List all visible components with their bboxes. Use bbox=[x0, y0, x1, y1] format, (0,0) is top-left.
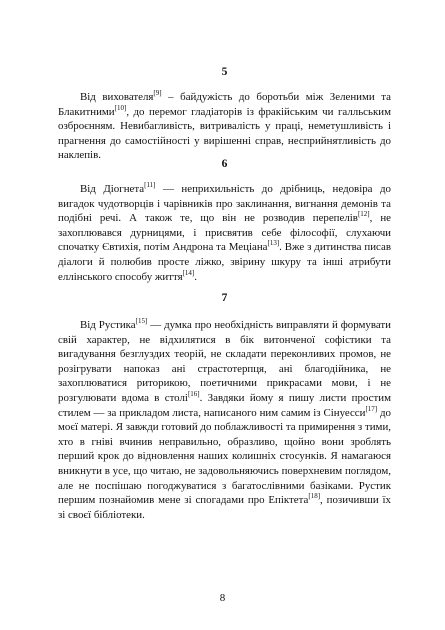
paragraph-text: — неприхильність до дрібниць, недовіра до вигадок чудотворців і чарівників про заклинання, вигнання демонів та подібні речі. А також те, що він не розводив перепелів bbox=[58, 183, 392, 225]
section-paragraph bbox=[58, 90, 391, 163]
paragraph-text: до моєї матері. Я завжди готовий до поблажливості та примирення з тими, хто в гніві вчинив неправильно, образливо, щойно вони зроблять перший крок до відновлення наших колишніх стосунків. Я намагаюся вникнути в усе, що читаю, не задовольняючись поверхневим поглядом, але не поспішаю погоджуватися з багатослівними базіками. Рустик першим познайомив мене зі спогадами про Епіктета bbox=[58, 406, 391, 507]
paragraph-text: – байдужість до боротьби між Зеленими та Блакитними bbox=[58, 91, 391, 118]
section-paragraph bbox=[58, 182, 391, 284]
paragraph-text: — думка про необхідність виправляти й формувати свій характер, не відхилятися в бік витонченої софістики та вигадування безглуздих теорій, не складати переконливих промов, не розігрувати напоказ ані страстотерпця, ані благодійника, не захоплюватися риторикою, поетичними прикрасами мови, і не розгулювати вдома в столі bbox=[58, 319, 392, 404]
footnote-reference-link[interactable]: [12] bbox=[357, 210, 370, 219]
section-number: 7 bbox=[221, 292, 228, 304]
footnote-reference-link[interactable]: [17] bbox=[365, 404, 378, 413]
footnote-reference-link[interactable]: [9] bbox=[153, 89, 162, 97]
footnote-reference-link[interactable]: [15] bbox=[135, 317, 148, 325]
paragraph-text: , позичивши їх зі своєї бібліотеки. bbox=[58, 494, 391, 521]
footnote-reference-link[interactable]: [13] bbox=[267, 239, 280, 248]
page-number: 8 bbox=[219, 592, 226, 604]
footnote-reference-link[interactable]: [18] bbox=[308, 492, 321, 501]
paragraph-text: . Вже з дитинства писав діалоги й полюбив просте ліжко, звірину шкуру та інші атрибути еллінського способу життя bbox=[58, 241, 391, 283]
paragraph-text: , не захоплювався дурницями, і присвятив себе філософії, слухаючи спочатку Євтихія, потім Андрона та Меціана bbox=[58, 212, 391, 254]
paragraph-text: Від Діогнета bbox=[80, 183, 145, 195]
section-number: 6 bbox=[221, 158, 228, 170]
paragraph-text: Від вихователя bbox=[80, 91, 154, 103]
paragraph-text: . Завдяки йому я пишу листи простим стилем — за прикладом листа, написаного ним самим із Сінуесси bbox=[58, 391, 391, 419]
paragraph-text: Від Рустика bbox=[80, 319, 136, 331]
footnote-reference-link[interactable]: [11] bbox=[144, 181, 156, 189]
paragraph-text: , до перемог гладіаторів із фракійським чи галльським озброєнням. Невибагливість, витривалість у праці, неметушливість і прагнення до самостійності у вирішенні справ, несприйнятливість до наклепів. bbox=[58, 105, 391, 162]
footnote-reference-link[interactable]: [16] bbox=[187, 389, 200, 398]
footnote-reference-link[interactable]: [10] bbox=[114, 103, 127, 112]
footnote-reference-link[interactable]: [14] bbox=[182, 268, 195, 277]
section-number: 5 bbox=[221, 66, 228, 78]
section-paragraph bbox=[58, 318, 391, 522]
paragraph-text: . bbox=[194, 270, 197, 283]
